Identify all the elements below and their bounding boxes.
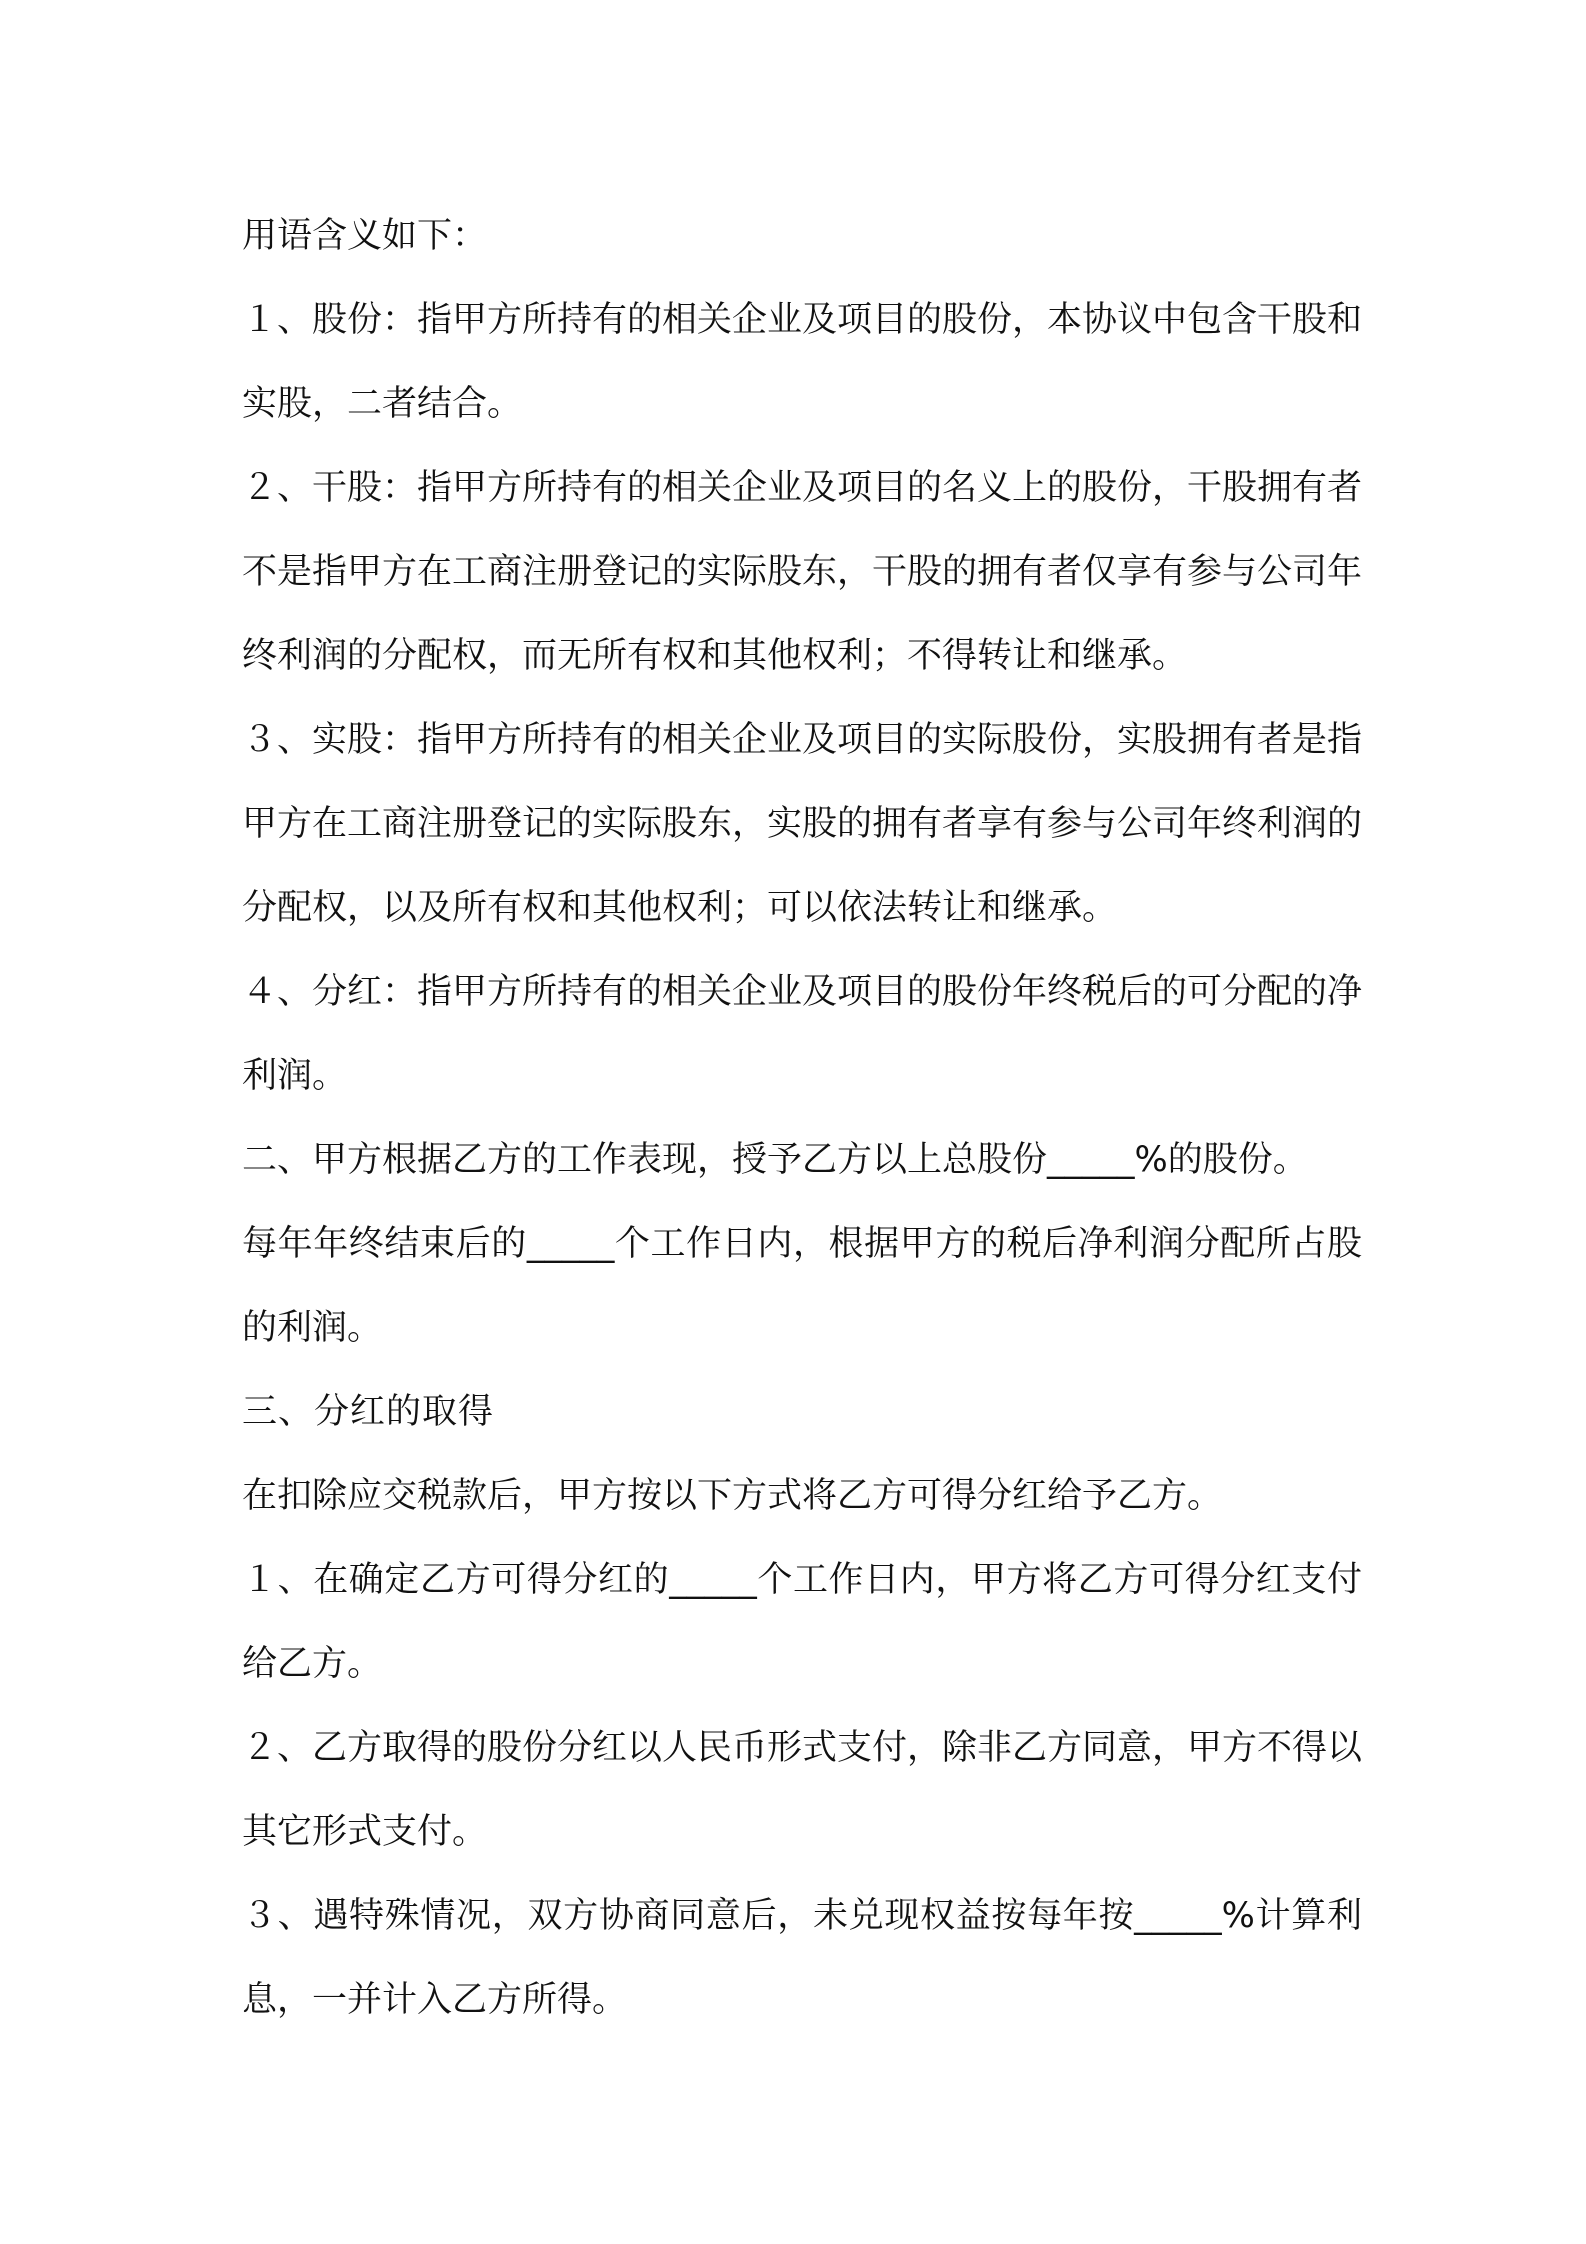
section-three-heading: 三、分红的取得 [242,1392,495,1432]
section-three-intro: 在扣除应交税款后，甲方按以下方式将乙方可得分红给予乙方。 [242,1476,1223,1516]
document-body [242,194,1362,2042]
dividend-special-interest: ３、遇特殊情况，双方协商同意后，未兑现权益按每年按_____%计算利息，一并计入乙方所得。 [242,1896,1362,2020]
terms-intro: 用语含义如下： [242,216,488,256]
definition-real-shares: ３、实股：指甲方所持有的相关企业及项目的实际股份，实股拥有者是指甲方在工商注册登记的实际股东，实股的拥有者享有参与公司年终利润的分配权，以及所有权和其他权利；可以依法转让和继承。 [242,720,1363,928]
definition-dry-shares: ２、干股：指甲方所持有的相关企业及项目的名义上的股份，干股拥有者不是指甲方在工商注册登记的实际股东，干股的拥有者仅享有参与公司年终利润的分配权，而无所有权和其他权利；不得转让和继承。 [242,468,1363,676]
definition-dividend: ４、分红：指甲方所持有的相关企业及项目的股份年终税后的可分配的净利润。 [242,972,1363,1096]
dividend-payment-timing: １、在确定乙方可得分红的_____个工作日内，甲方将乙方可得分红支付给乙方。 [242,1560,1362,1684]
definition-shares: １、股份：指甲方所持有的相关企业及项目的股份，本协议中包含干股和实股，二者结合。 [242,300,1363,424]
clause-two-share-grant: 二、甲方根据乙方的工作表现，授予乙方以上总股份_____%的股份。 [242,1140,1308,1180]
dividend-payment-currency: ２、乙方取得的股份分红以人民币形式支付，除非乙方同意，甲方不得以其它形式支付。 [242,1728,1363,1852]
clause-two-distribution: 每年年终结束后的_____个工作日内，根据甲方的税后净利润分配所占股的利润。 [242,1224,1362,1348]
